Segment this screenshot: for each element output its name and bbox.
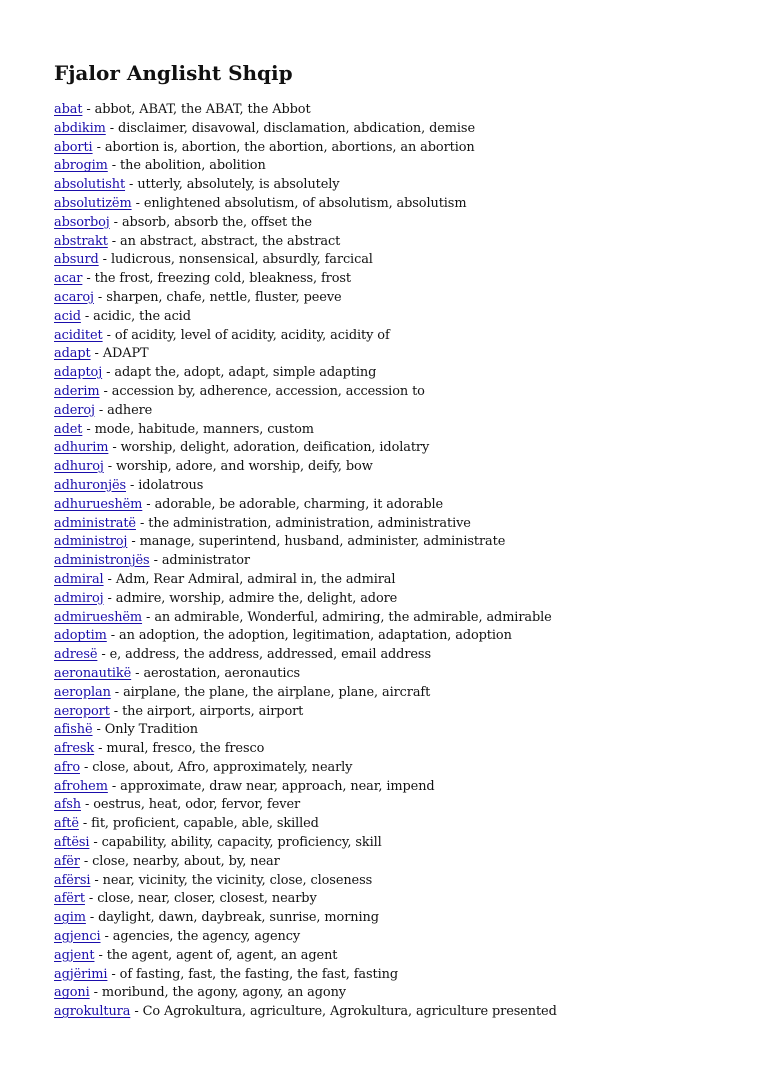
entry-separator: -: [103, 459, 117, 475]
entry-separator: -: [80, 797, 94, 813]
entry-separator: -: [92, 139, 105, 155]
entry-separator: -: [85, 910, 99, 926]
entry-separator: -: [131, 195, 144, 211]
entry-separator: -: [78, 816, 92, 832]
entry-definition: oestrus, heat, odor, fervor, fever: [93, 797, 301, 813]
entry-separator: -: [79, 759, 93, 775]
entry-definition: adhere: [107, 402, 153, 418]
entry-separator: -: [82, 271, 95, 287]
entry-definition: close, about, Afro, approximately, nearly: [92, 759, 353, 775]
entry-definition: disclaimer, disavowal, disclamation, abdication, demise: [118, 120, 475, 136]
dictionary-entry: [54, 515, 754, 534]
entry-separator: -: [98, 252, 111, 268]
entry-separator: -: [79, 853, 93, 869]
entry-term-link[interactable]: aderim: [54, 383, 100, 399]
dictionary-entry: [54, 496, 754, 515]
entry-term-link[interactable]: admiral: [54, 571, 104, 587]
entry-term-link[interactable]: admiroj: [54, 590, 104, 606]
entry-term-link[interactable]: adoptim: [54, 628, 107, 644]
entry-term-link[interactable]: afër: [54, 853, 80, 869]
entry-term-link[interactable]: agim: [54, 910, 86, 926]
entry-definition: e, address, the address, addressed, email address: [109, 647, 431, 663]
entry-definition: adorable, be adorable, charming, it adorable: [154, 496, 444, 512]
entry-definition: daylight, dawn, daybreak, sunrise, morning: [98, 910, 379, 926]
dictionary-entry: [54, 609, 754, 628]
entry-term-link[interactable]: administroj: [54, 534, 128, 550]
dictionary-entry: [54, 270, 754, 289]
entry-term-link[interactable]: agjërimi: [54, 966, 108, 982]
entry-separator: -: [107, 158, 121, 174]
entry-definition: the agent, agent of, agent, an agent: [106, 947, 338, 963]
entry-separator: -: [105, 120, 119, 136]
entry-term-link[interactable]: absolutizëm: [54, 195, 132, 211]
dictionary-entry: [54, 721, 754, 740]
entry-term-link[interactable]: aderoj: [54, 402, 95, 418]
dictionary-entry: [54, 195, 754, 214]
dictionary-entry-list: [54, 101, 754, 1022]
entry-term-link[interactable]: absorboj: [54, 214, 110, 230]
entry-definition: agencies, the agency, agency: [112, 929, 301, 945]
entry-separator: -: [94, 741, 107, 757]
entry-separator: -: [93, 289, 107, 305]
dictionary-entry: [54, 477, 754, 496]
dictionary-entry: [54, 421, 754, 440]
entry-separator: -: [131, 665, 144, 681]
entry-separator: -: [142, 496, 155, 512]
entry-definition: adapt the, adopt, adapt, simple adapting: [114, 365, 377, 381]
entry-term-link[interactable]: absolutisht: [54, 177, 126, 193]
entry-term-link[interactable]: agjent: [54, 947, 95, 963]
entry-definition: capability, ability, capacity, proficiency, skill: [101, 835, 382, 851]
entry-term-link[interactable]: aeronautikë: [54, 665, 132, 681]
entry-definition: abortion is, abortion, the abortion, abortions, an abortion: [104, 139, 475, 155]
entry-separator: -: [126, 477, 139, 493]
entry-term-link[interactable]: agrokultura: [54, 1004, 131, 1020]
entry-separator: -: [106, 628, 120, 644]
dictionary-entry: [54, 327, 754, 346]
dictionary-entry: [54, 1003, 754, 1022]
dictionary-entry: [54, 439, 754, 458]
entry-term-link[interactable]: acid: [54, 308, 81, 324]
dictionary-entry: [54, 947, 754, 966]
entry-separator: -: [109, 703, 123, 719]
entry-separator: -: [82, 421, 95, 437]
entry-definition: aerostation, aeronautics: [143, 665, 300, 681]
entry-separator: -: [84, 891, 98, 907]
entry-definition: the airport, airports, airport: [122, 703, 304, 719]
dictionary-entry: [54, 665, 754, 684]
entry-definition: close, nearby, about, by, near: [92, 853, 280, 869]
entry-separator: -: [149, 553, 162, 569]
entry-definition: mural, fresco, the fresco: [106, 741, 265, 757]
entry-term-link[interactable]: afrohem: [54, 778, 108, 794]
entry-separator: -: [110, 684, 124, 700]
entry-term-link[interactable]: adapt: [54, 346, 91, 362]
entry-term-link[interactable]: abstrakt: [54, 233, 108, 249]
entry-term-link[interactable]: adhuroj: [54, 459, 104, 475]
entry-separator: -: [135, 515, 149, 531]
entry-separator: -: [108, 440, 121, 456]
entry-separator: -: [100, 929, 113, 945]
dictionary-entry: [54, 966, 754, 985]
entry-definition: mode, habitude, manners, custom: [94, 421, 314, 437]
entry-separator: -: [89, 985, 102, 1001]
entry-term-link[interactable]: afro: [54, 759, 80, 775]
entry-separator: -: [94, 947, 107, 963]
entry-term-link[interactable]: abdikim: [54, 120, 106, 136]
entry-separator: -: [80, 308, 94, 324]
entry-term-link[interactable]: aciditet: [54, 327, 103, 343]
entry-separator: -: [125, 177, 138, 193]
dictionary-entry: [54, 101, 754, 120]
entry-term-link[interactable]: aftë: [54, 816, 79, 832]
entry-definition: ludicrous, nonsensical, absurdly, farcical: [110, 252, 373, 268]
entry-term-link[interactable]: aftësi: [54, 835, 90, 851]
entry-definition: of fasting, fast, the fasting, the fast, fasting: [119, 966, 398, 982]
dictionary-entry: [54, 308, 754, 327]
entry-definition: fit, proficient, capable, able, skilled: [91, 816, 319, 832]
entry-term-link[interactable]: administratë: [54, 515, 136, 531]
dictionary-entry: [54, 533, 754, 552]
entry-definition: ADAPT: [102, 346, 149, 362]
entry-definition: admire, worship, admire the, delight, adore: [115, 590, 398, 606]
entry-term-link[interactable]: adaptoj: [54, 365, 103, 381]
entry-separator: -: [142, 609, 155, 625]
dictionary-entry: [54, 646, 754, 665]
entry-separator: -: [107, 233, 121, 249]
entry-term-link[interactable]: absurd: [54, 252, 99, 268]
entry-definition: idolatrous: [138, 477, 204, 493]
entry-term-link[interactable]: adet: [54, 421, 83, 437]
dictionary-entry: [54, 120, 754, 139]
entry-definition: worship, adore, and worship, deify, bow: [116, 459, 373, 475]
dictionary-entry: [54, 834, 754, 853]
entry-term-link[interactable]: afresk: [54, 741, 95, 757]
entry-definition: sharpen, chafe, nettle, fluster, peeve: [106, 289, 342, 305]
entry-term-link[interactable]: acar: [54, 271, 83, 287]
entry-definition: the abolition, abolition: [120, 158, 266, 174]
dictionary-entry: [54, 759, 754, 778]
dictionary-entry: [54, 233, 754, 252]
entry-separator: -: [97, 647, 110, 663]
dictionary-entry: [54, 552, 754, 571]
entry-separator: -: [82, 102, 95, 117]
entry-definition: accession by, adherence, accession, accession to: [111, 383, 425, 399]
dictionary-entry: [54, 872, 754, 891]
entry-definition: an adoption, the adoption, legitimation, adaptation, adoption: [119, 628, 512, 644]
entry-term-link[interactable]: afërt: [54, 891, 85, 907]
entry-separator: -: [103, 590, 116, 606]
entry-term-link[interactable]: abrogim: [54, 158, 108, 174]
dictionary-entry: [54, 157, 754, 176]
dictionary-entry: [54, 402, 754, 421]
entry-term-link[interactable]: aborti: [54, 139, 93, 155]
dictionary-entry: [54, 890, 754, 909]
entry-term-link[interactable]: adresë: [54, 647, 98, 663]
entry-term-link[interactable]: afishë: [54, 722, 93, 738]
entry-separator: -: [99, 383, 112, 399]
entry-separator: -: [102, 327, 115, 343]
dictionary-entry: [54, 571, 754, 590]
dictionary-entry: [54, 778, 754, 797]
dictionary-entry: [54, 364, 754, 383]
entry-term-link[interactable]: adhurueshëm: [54, 496, 143, 512]
entry-separator: -: [89, 835, 102, 851]
page-title: Fjalor Anglisht Shqip: [54, 61, 293, 85]
dictionary-entry: [54, 139, 754, 158]
entry-separator: -: [92, 722, 105, 738]
entry-separator: -: [90, 872, 103, 888]
entry-definition: Co Agrokultura, agriculture, Agrokultura, agriculture presented: [142, 1004, 557, 1020]
entry-term-link[interactable]: agoni: [54, 985, 90, 1001]
dictionary-entry: [54, 796, 754, 815]
dictionary-entry: [54, 815, 754, 834]
dictionary-entry: [54, 345, 754, 364]
dictionary-entry: [54, 214, 754, 233]
entry-term-link[interactable]: agjenci: [54, 929, 101, 945]
entry-definition: near, vicinity, the vicinity, close, closeness: [102, 872, 373, 888]
entry-definition: the frost, freezing cold, bleakness, frost: [94, 271, 351, 287]
document-page: [54, 58, 754, 1022]
entry-separator: -: [90, 346, 103, 362]
entry-term-link[interactable]: aeroplan: [54, 684, 111, 700]
entry-separator: -: [127, 534, 140, 550]
entry-separator: -: [94, 402, 108, 418]
entry-definition: Adm, Rear Admiral, admiral in, the admiral: [115, 571, 396, 587]
entry-definition: worship, delight, adoration, deification, idolatry: [120, 440, 430, 456]
entry-separator: -: [103, 571, 116, 587]
entry-separator: -: [102, 365, 115, 381]
entry-definition: the administration, administration, administrative: [148, 515, 471, 531]
entry-term-link[interactable]: administronjës: [54, 553, 150, 569]
entry-definition: abbot, ABAT, the ABAT, the Abbot: [94, 102, 311, 117]
entry-definition: approximate, draw near, approach, near, impend: [120, 778, 435, 794]
dictionary-entry: [54, 458, 754, 477]
entry-separator: -: [130, 1004, 143, 1020]
entry-definition: airplane, the plane, the airplane, plane, aircraft: [123, 684, 431, 700]
entry-term-link[interactable]: abat: [54, 102, 83, 117]
dictionary-entry: [54, 176, 754, 195]
entry-term-link[interactable]: adhurim: [54, 440, 109, 456]
entry-definition: administrator: [161, 553, 250, 569]
entry-definition: enlightened absolutism, of absolutism, absolutism: [143, 195, 467, 211]
entry-definition: manage, superintend, husband, administer, administrate: [139, 534, 506, 550]
dictionary-entry: [54, 251, 754, 270]
entry-term-link[interactable]: adhuronjës: [54, 477, 127, 493]
entry-definition: absorb, absorb the, offset the: [121, 214, 312, 230]
entry-definition: close, near, closer, closest, nearby: [97, 891, 317, 907]
entry-term-link[interactable]: acaroj: [54, 289, 94, 305]
entry-term-link[interactable]: aeroport: [54, 703, 110, 719]
entry-separator: -: [107, 778, 121, 794]
dictionary-entry: [54, 703, 754, 722]
entry-definition: of acidity, level of acidity, acidity, acidity of: [114, 327, 390, 343]
dictionary-entry: [54, 984, 754, 1003]
dictionary-entry: [54, 289, 754, 308]
dictionary-entry: [54, 740, 754, 759]
dictionary-entry: [54, 684, 754, 703]
entry-definition: acidic, the acid: [93, 308, 191, 324]
entry-term-link[interactable]: afërsi: [54, 872, 91, 888]
dictionary-entry: [54, 383, 754, 402]
dictionary-entry: [54, 853, 754, 872]
entry-definition: an admirable, Wonderful, admiring, the admirable, admirable: [154, 609, 552, 625]
dictionary-entry: [54, 627, 754, 646]
entry-definition: moribund, the agony, agony, an agony: [101, 985, 346, 1001]
entry-definition: an abstract, abstract, the abstract: [120, 233, 341, 249]
entry-separator: -: [107, 966, 120, 982]
dictionary-entry: [54, 590, 754, 609]
entry-term-link[interactable]: afsh: [54, 797, 81, 813]
dictionary-entry: [54, 928, 754, 947]
dictionary-entry: [54, 909, 754, 928]
entry-term-link[interactable]: admirueshëm: [54, 609, 143, 625]
entry-separator: -: [109, 214, 122, 230]
entry-definition: Only Tradition: [104, 722, 198, 738]
entry-definition: utterly, absolutely, is absolutely: [137, 177, 340, 193]
